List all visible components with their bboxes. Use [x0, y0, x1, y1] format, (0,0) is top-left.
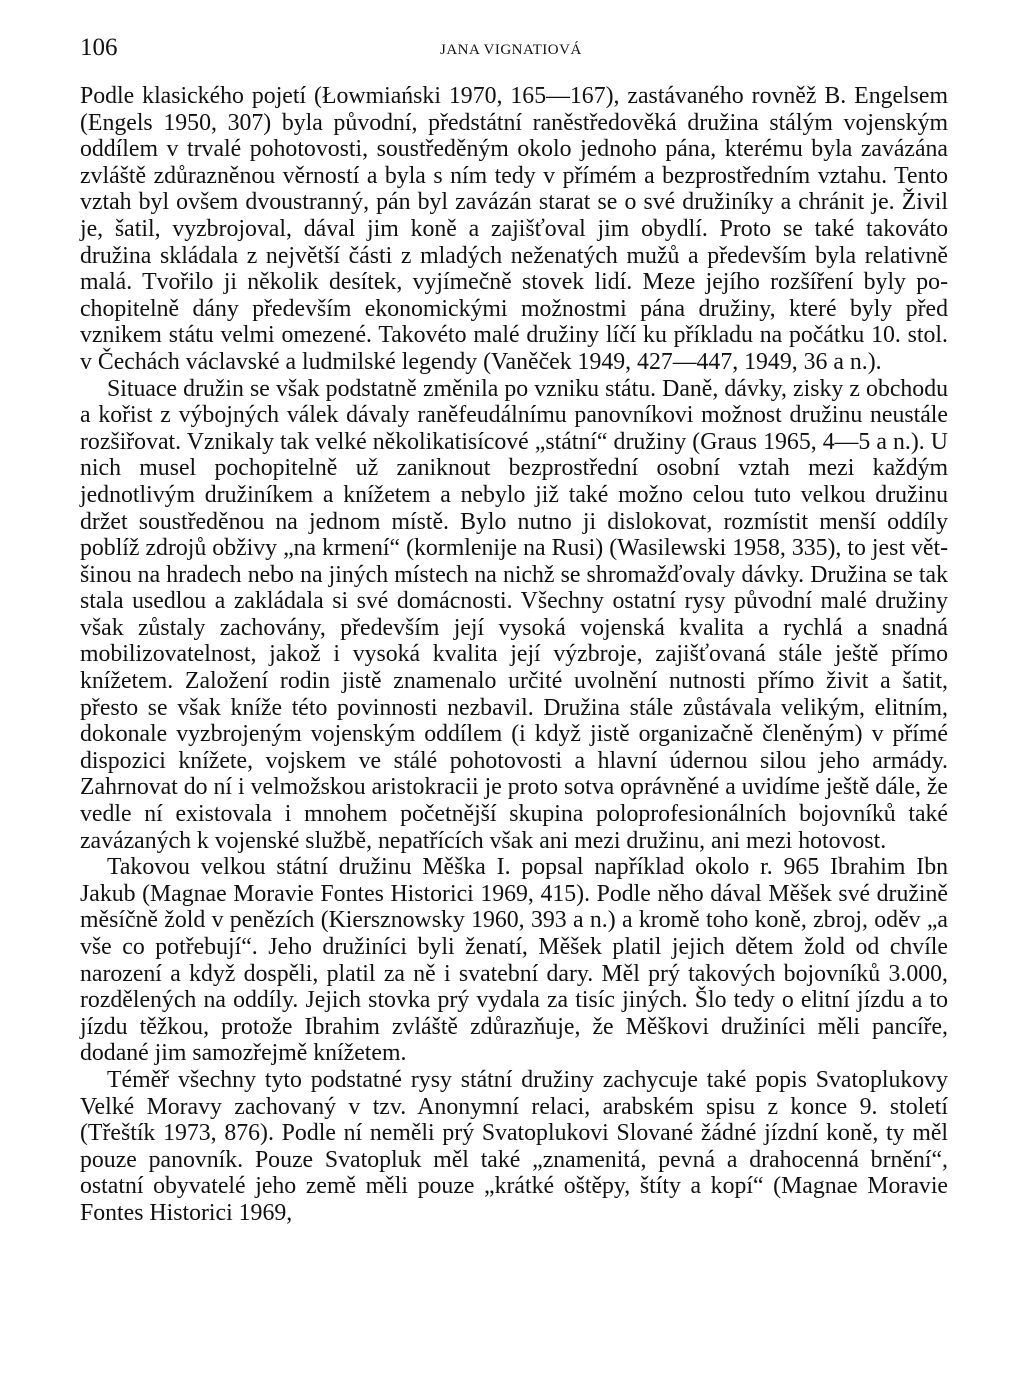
body-text — [80, 83, 948, 1227]
running-header — [80, 34, 948, 74]
page-number: 106 — [80, 34, 118, 61]
paragraph-1: Podle klasického pojetí (Łowmiański 1970, 165—167), zastávaného rovněž B. Engelsem (Engels 1950, 307) byla původní, předstátní raněstředověká družina stálým vojenským oddílem v trvalé pohotovosti, soustředěným okolo jednoho pána, kterému byla zavázána zvláště zdůrazněnou věrností a byla s ním tedy v přímém a bezprostředním vztahu. Tento vztah byl ovšem dvoustranný, pán byl zavázán starat se o své družiníky a chránit je. Živil je, šatil, vyzbrojoval, dával jim koně a zajišťoval jim obydlí. Proto se také takováto družina skládala z největší části z mladých neženatých mužů a především byla relativně malá. Tvořilo ji několik desítek, vyjímečně stovek lidí. Meze jejího rozšíření byly pochopitelně dány především ekonomickými možnostmi pána družiny, které byly před vznikem státu velmi omezené. Takovéto malé družiny líčí ku příkladu na počátku 10. stol. v Čechách václavské a ludmilské legendy (Vaněček 1949, 427—447, 1949, 36 a n.). — [80, 83, 948, 375]
paragraph-3: Takovou velkou státní družinu Měška I. popsal například okolo r. 965 Ibrahim Ibn Jakub (Magnae Moravie Fontes Historici 1969, 415). Podle něho dával Měšek své družině měsíčně žold v penězích (Kiersznowsky 1960, 393 a n.) a kromě toho koně, zbroj, oděv „a vše co potřebují“. Jeho družiníci byli ženatí, Měšek platil jejich dětem žold od chvíle narození a když dospěli, platil za ně i svatební dary. Měl prý takových bojovníků 3.000, rozdělených na oddíly. Jejich stovka prý vydala za tisíc jiných. Šlo tedy o elitní jízdu a to jízdu těžkou, protože Ibrahim zvláště zdůrazňuje, že Měškovi družiníci měli pancíře, dodané jim samozřejmě knížetem. — [80, 854, 948, 1067]
paragraph-4: Téměř všechny tyto podstatné rysy státní družiny zachycuje také popis Svatoplukovy Velké Moravy zachovaný v tzv. Anonymní relaci, arabském spisu z konce 9. století (Třeštík 1973, 876). Podle ní neměli prý Svatoplukovi Slované žádné jízdní koně, ty měl pouze panovník. Pouze Svatopluk měl také „znamenitá, pevná a drahocenná brnění“, ostatní obyvatelé jeho země měli pouze „krátké oštěpy, štíty a kopí“ (Magnae Moravie Fontes Historici 1969, — [80, 1066, 948, 1226]
running-title: JANA VIGNATIOVÁ — [440, 42, 582, 58]
document-page — [80, 34, 948, 1227]
paragraph-2: Situace družin se však podstatně změnila po vzniku státu. Daně, dávky, zisky z obchodu a kořist z výbojných válek dávaly raněfeudálnímu panovníkovi možnost družinu neustále rozšiřovat. Vznikaly tak velké několikatisícové „státní“ družiny (Graus 1965, 4—5 a n.). U nich musel pochopitelně už zaniknout bezprostřední osobní vztah mezi každým jednotlivým družiníkem a knížetem a nebylo již také možno celou tuto velkou družinu držet soustředěnou na jednom místě. Bylo nutno ji dislokovat, rozmístit menší oddíly poblíž zdrojů obživy „na krmení“ (kormlenije na Rusi) (Wasilewski 1958, 335), to jest většinou na hradech nebo na jiných místech na nichž se shromažďovaly dávky. Družina se tak stala usedlou a zakládala si své domácnosti. Všechny ostatní rysy původní malé družiny však zůstaly zachovány, především její vysoká vojenská kvalita a rychlá a snadná mobilizovatelnost, jakož i vysoká kvalita její výzbroje, zajišťovaná stále ještě přímo knížetem. Založení rodin jistě znamenalo určité uvolnění nutnosti přímo živit a šatit, přesto se však kníže této povinnosti nezbavil. Družina stále zůstávala velikým, elitním, dokonale vyzbrojeným vojenským oddílem (i když jistě organizačně členěným) v přímé dispozici knížete, vojskem ve stálé pohotovosti a hlavní údernou silou jeho armády. Zahrnovat do ní i velmožskou aristokracii je proto sotva oprávněné a uvidíme ještě dále, že vedle ní existovala i mnohem početnější skupina poloprofesionálních bojovníků také zavázaných k vojenské službě, nepatřících však ani mezi družinu, ani mezi hotovost. — [80, 375, 948, 854]
